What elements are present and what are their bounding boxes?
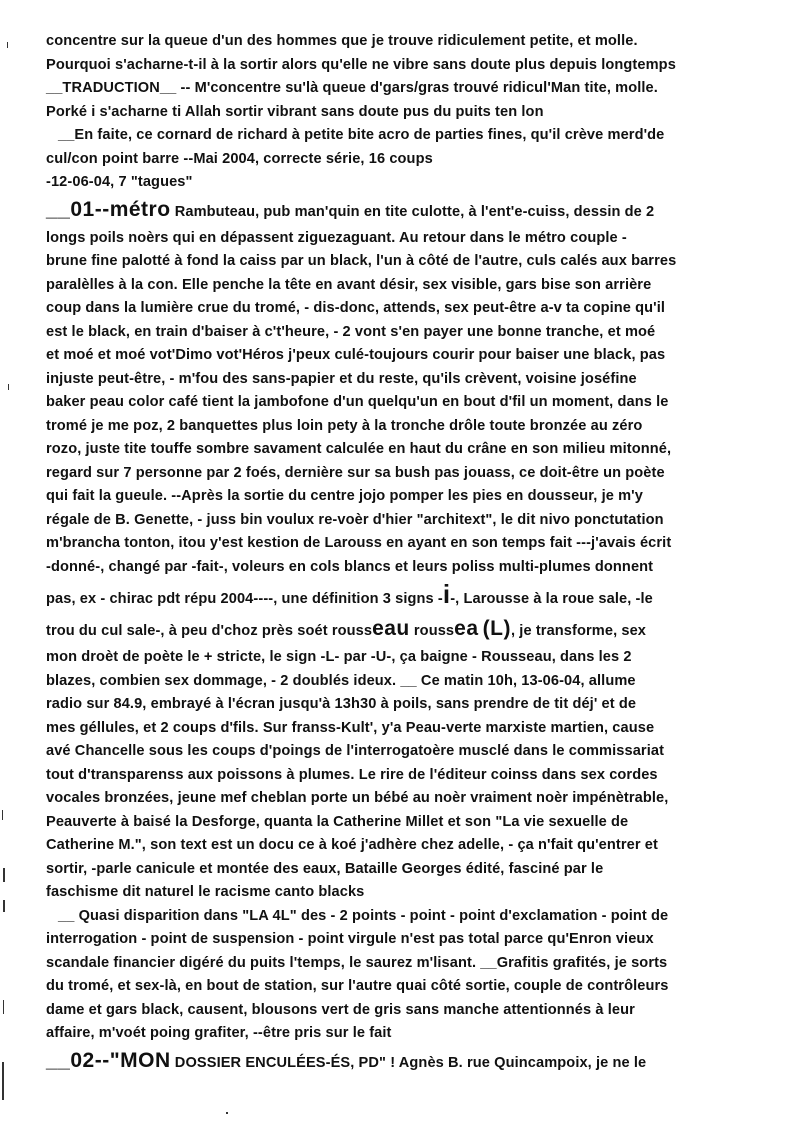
text-line: concentre sur la queue d'un des hommes que je trouve ridiculement petite, et molle. (46, 33, 638, 49)
text-line: est le black, en train d'baiser à c't'heure, - 2 vont s'en payer une bonne tranche, et moé (46, 323, 656, 340)
scan-mark (226, 1112, 228, 1114)
large-eau: eau (372, 617, 410, 640)
scan-mark (8, 384, 9, 390)
large-ea: ea (454, 617, 479, 640)
text-line: injuste peut-être, - m'fou des sans-papier et du reste, qu'ils crèvent, voisine joséfine (46, 370, 637, 387)
text-line: vocales bronzées, jeune mef cheblan porte un bébé au noèr vraiment noèr impénètrable, (46, 790, 669, 806)
text-line: dame et gars black, causent, blousons vert de gris sans manche attentionnés à leur (46, 1001, 635, 1018)
scan-mark (3, 868, 5, 882)
section-01-heading-line (46, 195, 754, 227)
text-line: brune fine palotté à fond la caiss par un black, l'un à côté de l'autre, culs calés aux barres (46, 253, 677, 269)
section-01-first-line: Rambuteau, pub man'quin en tite culotte, à l'ent'e-cuiss, dessin de 2 (170, 203, 655, 220)
text-line: sortir, -parle canicule et montée des eaux, Bataille Georges édité, fasciné par le (46, 860, 604, 877)
text-line: __En faite, ce cornard de richard à petite bite acro de parties fines, qu'il crève merd'de (58, 127, 665, 143)
scan-mark (2, 810, 3, 820)
scan-mark (2, 1062, 4, 1100)
text-line: faschisme dit naturel le racisme canto blacks (46, 884, 365, 900)
text-line: paralèlles à la con. Elle penche la tête en avant désir, sex visible, gars bise son arrière (46, 276, 652, 293)
text-line: m'brancha tonton, itou y'est kestion de Larouss en ayant en son temps fait ---j'avais écrit (46, 535, 672, 551)
large-i-glyph: i (442, 579, 451, 609)
large-L: (L) (482, 617, 511, 640)
text-line: qui fait la gueule. --Après la sortie du centre jojo pomper les pies en dousseur, je m'y (46, 488, 643, 504)
text-line: mes géllules, et 2 coups d'fils. Sur franss-Kult', y'a Peau-verte marxiste martien, cause (46, 719, 655, 736)
document-page (46, 30, 754, 1078)
section-02-heading: __02--"MON (46, 1048, 171, 1072)
text-line: rozo, juste tite touffe sombre savament calculée en haut du crâne en son milieu mitonné, (46, 441, 672, 457)
text-line: avé Chancelle sous les coups d'poings de l'interrogatoère musclé dans le commissariat (46, 743, 665, 759)
text-line: du tromé, et sex-là, en bout de station, sur l'autre quai côté sortie, couple de contrôleurs (46, 978, 669, 994)
text-line: Pourquoi s'acharne-t-il à la sortir alors qu'elle ne vibre sans doute plus depuis longtemps (46, 56, 676, 73)
section-02-heading-line (46, 1046, 754, 1078)
scan-mark (7, 42, 8, 48)
text-line: Catherine M.", son text est un docu ce à koé j'adhère chez adelle, - ça n'fait qu'entrer et (46, 837, 658, 853)
scan-mark (3, 900, 5, 912)
text-line: radio sur 84.9, embrayé à l'écran jusqu'à 13h30 à poils, sans prendre de tit déj' et de (46, 696, 637, 712)
text-line: __TRADUCTION__ -- M'concentre su'là queue d'gars/gras trouvé ridicul'Man tite, molle. (46, 80, 658, 96)
scan-mark (3, 1000, 4, 1014)
quasi-paragraph (46, 905, 754, 1046)
text-line: blazes, combien sex dommage, - 2 doublés ideux. __ Ce matin 10h, 13-06-04, allume (46, 672, 636, 689)
text-line: pas, ex - chirac pdt répu 2004----, une définition 3 signs -i-, Larousse à la roue sale, -le (46, 579, 653, 609)
text-line: et moé et moé vot'Dimo vot'Héros j'peux culé-toujours courir pour baiser une black, pas (46, 347, 666, 363)
text-line: affaire, m'voét poing grafiter, --être pris sur le fait (46, 1025, 392, 1041)
text-line: mon droèt de poète le + stricte, le sign -L- par -U-, ça baigne - Rousseau, dans les 2 (46, 649, 632, 665)
section-01-body (46, 227, 754, 580)
text-line: tromé je me poz, 2 banquettes plus loin pety à la tronche drôle toute bronzée au zéro (46, 417, 643, 434)
text-line: longs poils noèrs qui en dépassent ziguezaguant. Au retour dans le métro couple - (46, 229, 627, 246)
text-line: cul/con point barre --Mai 2004, correcte série, 16 coups (46, 150, 433, 167)
section-01-tail (46, 646, 754, 905)
text-line: __ Quasi disparition dans "LA 4L" des - 2 points - point - point d'exclamation - point de (58, 907, 669, 924)
text-line: Peauverte à baisé la Desforge, quanta la Catherine Millet et son "La vie sexuelle de (46, 813, 629, 830)
text-line: scandale financier digéré du puits l'temps, le saurez m'lisant. __Grafitis grafités, je sorts (46, 954, 668, 971)
text-line: baker peau color café tient la jambofone d'un quelqu'un en bout d'fil un moment, dans le (46, 394, 669, 410)
text-line: -donné-, changé par -fait-, voleurs en cols blancs et leurs poliss multi-plumes donnent (46, 558, 654, 575)
text-line: régale de B. Genette, - juss bin voulux re-voèr d'hier "architext", le dit nivo ponctutation (46, 511, 664, 528)
text-line: coup dans la lumière crue du tromé, - dis-donc, attends, sex peut-être a-v ta copine qu'il (46, 300, 666, 316)
text-line: tout d'transparenss aux poissons à plumes. Le rire de l'éditeur coinss dans sex cordes (46, 766, 658, 783)
text-line: regard sur 7 personne par 2 foés, dernière sur sa bush pas jouass, ce doit-être un poète (46, 464, 665, 481)
text-line: Porké i s'acharne ti Allah sortir vibrant sans doute pus du puits ten lon (46, 103, 544, 120)
text-line: -12-06-04, 7 "tagues" (46, 174, 193, 190)
section-01-heading: __01--métro (46, 197, 171, 221)
section-02-first-line: DOSSIER ENCULÉES-ÉS, PD" ! Agnès B. rue Quincampoix, je ne le (170, 1054, 647, 1071)
text-line: interrogation - point de suspension - point virgule n'est pas total parce qu'Enron vieux (46, 931, 654, 947)
text-line: trou du cul sale-, à peu d'choz près soét rousseau roussea (L), je transforme, sex (46, 617, 647, 640)
